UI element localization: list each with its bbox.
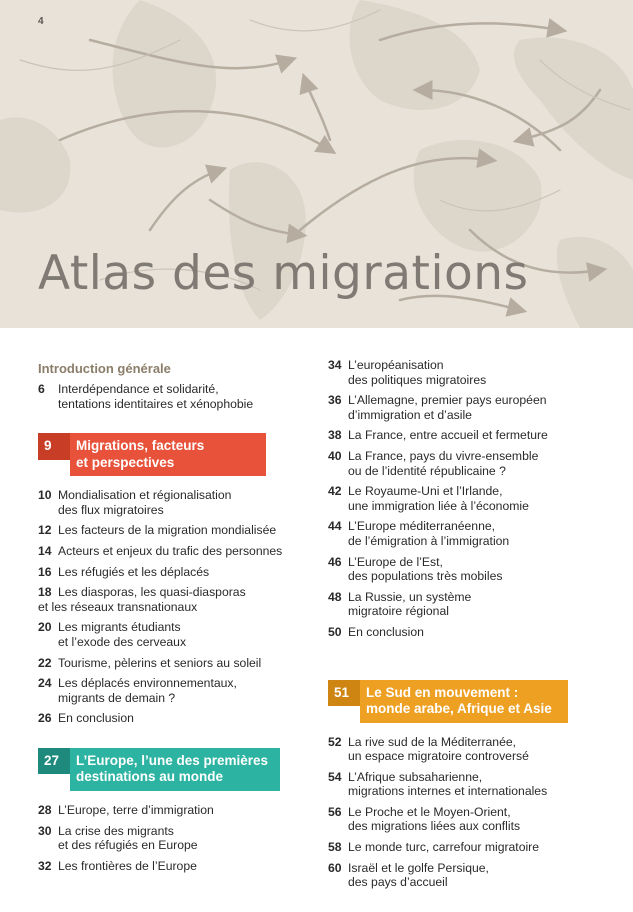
toc-entry-title: Les déplacés environnementaux, migrants de demain ? <box>58 676 237 705</box>
section-title: Le Sud en mouvement : monde arabe, Afrique et Asie <box>360 680 568 723</box>
toc-column-left <box>38 358 288 879</box>
header-map-banner <box>0 0 633 328</box>
section-number: 51 <box>328 680 360 707</box>
toc-entry-page: 46 <box>328 554 342 569</box>
section-title: Migrations, facteurs et perspectives <box>70 433 266 476</box>
intro-heading: Introduction générale <box>38 361 171 376</box>
toc-entry[interactable] <box>328 770 568 799</box>
toc-entry[interactable] <box>38 544 288 559</box>
section-header-migrations[interactable] <box>38 433 288 476</box>
toc-entry-title: Israël et le golfe Persique, des pays d’accueil <box>348 860 489 890</box>
page-number: 4 <box>38 16 44 27</box>
toc-entry[interactable] <box>38 824 288 853</box>
toc-entry-title: La rive sud de la Méditerranée, un espace migratoire controversé <box>348 734 529 764</box>
toc-entry-title: Le monde turc, carrefour migratoire <box>348 840 540 855</box>
toc-entry-page: 14 <box>38 543 52 558</box>
toc-entry-title: Les frontières de l’Europe <box>58 858 197 873</box>
toc-entry[interactable] <box>38 711 288 726</box>
toc-entry-page: 26 <box>38 711 52 726</box>
toc-entry-page: 32 <box>38 858 52 873</box>
toc-entry-title: Les diasporas, les quasi-diasporas et les réseaux transnationaux <box>38 585 246 614</box>
toc-entry-title: L’Europe de l’Est, des populations très mobiles <box>348 554 503 584</box>
toc-entry-title: Mondialisation et régionalisation des flux migratoires <box>58 488 232 517</box>
toc-entry-title: Le Royaume-Uni et l’Irlande, une immigration liée à l’économie <box>348 484 529 513</box>
toc-entry-page: 24 <box>38 676 52 691</box>
toc-entry[interactable] <box>38 565 288 580</box>
toc-entry[interactable] <box>38 803 288 818</box>
toc-entry-page: 38 <box>328 428 342 443</box>
toc-entry[interactable] <box>38 382 288 411</box>
toc-entry-title: Les migrants étudiants et l’exode des cerveaux <box>58 620 187 649</box>
section-header-sud[interactable] <box>328 680 568 723</box>
toc-entry-page: 44 <box>328 519 342 534</box>
toc-entry[interactable] <box>328 735 568 764</box>
toc-entry[interactable] <box>328 484 568 513</box>
toc-entry-page: 20 <box>38 620 52 635</box>
toc-entry-title: En conclusion <box>58 711 134 726</box>
toc-entry-title: Les facteurs de la migration mondialisée <box>58 523 277 538</box>
section-header-europe[interactable] <box>38 748 288 791</box>
toc-entry[interactable] <box>328 428 568 443</box>
toc-entry-page: 6 <box>38 382 45 396</box>
toc-entry-page: 12 <box>38 523 52 538</box>
toc-entry-title: L’Afrique subsaharienne, migrations internes et internationales <box>348 769 548 799</box>
toc-entry-title: La Russie, un système migratoire régional <box>348 589 472 619</box>
toc-entry[interactable] <box>38 656 288 671</box>
toc-entry-page: 54 <box>328 769 342 784</box>
toc-entry-page: 30 <box>38 823 52 838</box>
section-number: 27 <box>38 748 70 775</box>
toc-entry[interactable] <box>328 805 568 834</box>
toc-entry-title: L’Europe méditerranéenne, de l’émigration à l’immigration <box>348 519 510 548</box>
toc-entry[interactable] <box>328 625 568 640</box>
toc-entry[interactable] <box>328 393 568 422</box>
toc-entry-title: Les réfugiés et les déplacés <box>58 564 210 579</box>
toc-entry-page: 16 <box>38 564 52 579</box>
toc-entry-page: 18 <box>38 585 52 600</box>
toc-entry-title: L’Allemagne, premier pays européen d’immigration et d’asile <box>348 393 547 422</box>
toc-entry-title: L’Europe, terre d’immigration <box>58 802 214 817</box>
toc-entry-page: 40 <box>328 448 342 463</box>
toc-entry-page: 42 <box>328 484 342 499</box>
toc-entry-page: 48 <box>328 589 342 604</box>
toc-entry[interactable] <box>38 859 288 874</box>
toc-entry-page: 60 <box>328 860 342 875</box>
toc-entry-page: 36 <box>328 393 342 408</box>
toc-entry-title: La crise des migrants et des réfugiés en Europe <box>58 823 198 853</box>
toc-entry-title: La France, pays du vivre-ensemble ou de l’identité républicaine ? <box>348 448 539 478</box>
section-title: L’Europe, l’une des premières destinations au monde <box>70 748 280 791</box>
toc-entry-page: 10 <box>38 488 52 503</box>
toc-entry-page: 52 <box>328 734 342 749</box>
toc-column-right <box>328 358 568 896</box>
toc-entry[interactable] <box>38 488 288 517</box>
toc-entry-page: 34 <box>328 358 342 372</box>
toc-entry-title: L’européanisation des politiques migratoires <box>348 358 487 387</box>
toc-entry[interactable] <box>328 358 568 387</box>
toc-entry[interactable] <box>328 555 568 584</box>
toc-entry-title: Interdépendance et solidarité, tentations identitaires et xénophobie <box>58 382 254 411</box>
page-title: Atlas des migrations <box>38 246 529 301</box>
toc-entry[interactable] <box>328 840 568 855</box>
toc-entry-page: 58 <box>328 840 342 855</box>
toc-entry[interactable] <box>328 449 568 478</box>
toc-entry[interactable] <box>38 676 288 705</box>
toc-entry[interactable] <box>328 590 568 619</box>
toc-entry[interactable] <box>38 620 288 649</box>
toc-entry-title: Acteurs et enjeux du trafic des personnes <box>58 543 283 558</box>
toc-entry-page: 22 <box>38 655 52 670</box>
toc-entry-page: 50 <box>328 624 342 639</box>
toc-entry-title: La France, entre accueil et fermeture <box>348 428 548 443</box>
toc-entry[interactable] <box>328 861 568 890</box>
toc-entry-title: En conclusion <box>348 624 424 639</box>
toc-entry[interactable] <box>38 523 288 538</box>
toc-entry-page: 28 <box>38 802 52 817</box>
toc-entry[interactable] <box>328 519 568 548</box>
toc-entry[interactable] <box>38 585 288 614</box>
toc-entry-title: Le Proche et le Moyen-Orient, des migrations liées aux conflits <box>348 804 521 834</box>
toc-entry-page: 56 <box>328 804 342 819</box>
toc-entry-title: Tourisme, pèlerins et seniors au soleil <box>58 655 262 670</box>
section-number: 9 <box>38 433 70 460</box>
